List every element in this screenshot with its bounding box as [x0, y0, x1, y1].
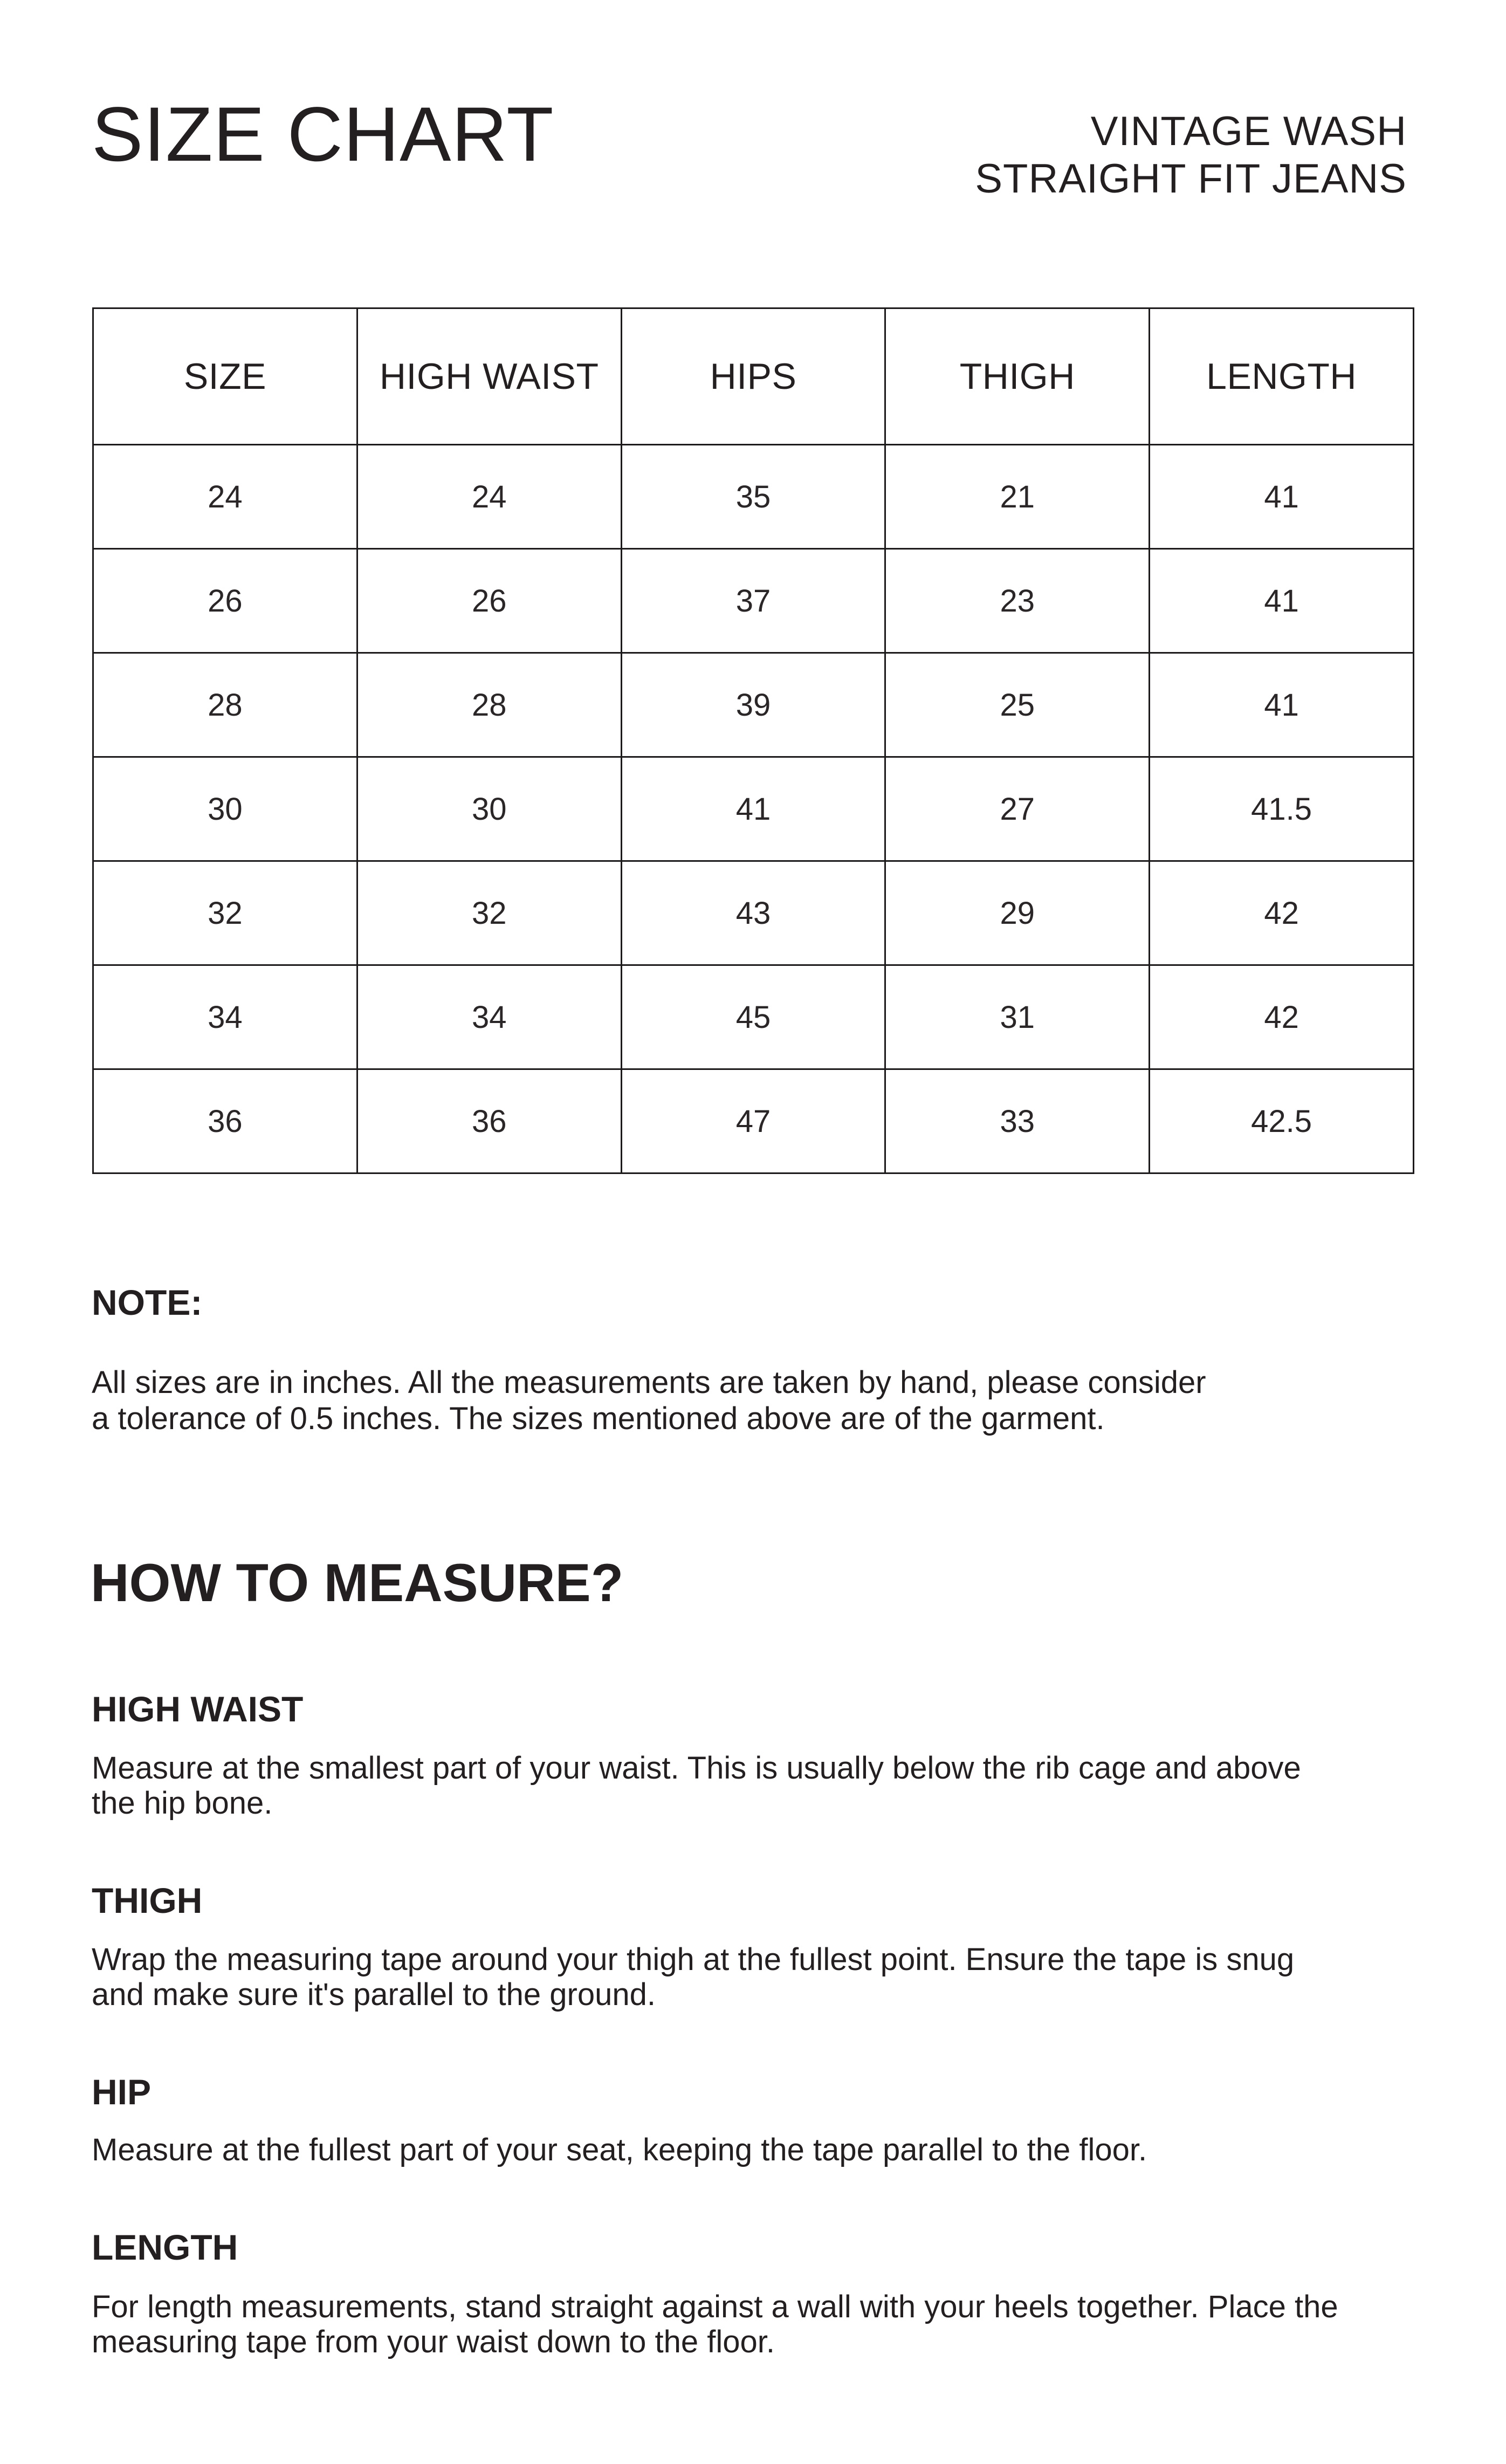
section-text-line: Measure at the fullest part of your seat, keeping the tape parallel to the floor.: [92, 2132, 1147, 2167]
column-header-thigh: THIGH: [885, 308, 1150, 445]
size-table: [92, 307, 1414, 1174]
cell-size: 30: [93, 757, 357, 861]
cell-thigh: 31: [885, 965, 1150, 1069]
cell-high-waist: 28: [357, 653, 621, 757]
product-name-line-2: STRAIGHT FIT JEANS: [975, 156, 1407, 202]
cell-hips: 43: [621, 861, 885, 965]
table-row: [93, 653, 1414, 757]
cell-hips: 41: [621, 757, 885, 861]
column-header-length: LENGTH: [1150, 308, 1414, 445]
section-heading-high-waist: HIGH WAIST: [92, 1689, 304, 1729]
table-row: [93, 965, 1414, 1069]
cell-size: 32: [93, 861, 357, 965]
column-header-size: SIZE: [93, 308, 357, 445]
section-text-line: Measure at the smallest part of your waist. This is usually below the rib cage and above: [92, 1751, 1301, 1786]
cell-length: 42: [1150, 965, 1414, 1069]
section-text-hip: [92, 2132, 1413, 2167]
table-row: [93, 861, 1414, 965]
cell-size: 36: [93, 1069, 357, 1173]
cell-hips: 45: [621, 965, 885, 1069]
column-header-high-waist: HIGH WAIST: [357, 308, 621, 445]
cell-thigh: 21: [885, 445, 1150, 549]
table-row: [93, 757, 1414, 861]
cell-high-waist: 26: [357, 549, 621, 653]
section-heading-thigh: THIGH: [92, 1880, 203, 1920]
cell-length: 41: [1150, 653, 1414, 757]
cell-size: 34: [93, 965, 357, 1069]
cell-high-waist: 36: [357, 1069, 621, 1173]
cell-hips: 37: [621, 549, 885, 653]
cell-high-waist: 32: [357, 861, 621, 965]
product-name: [975, 108, 1407, 203]
cell-hips: 39: [621, 653, 885, 757]
section-text-line: For length measurements, stand straight against a wall with your heels together. Place the: [92, 2289, 1338, 2324]
cell-size: 26: [93, 549, 357, 653]
cell-thigh: 33: [885, 1069, 1150, 1173]
note-line-1: All sizes are in inches. All the measurements are taken by hand, please consider: [92, 1365, 1206, 1400]
cell-length: 42.5: [1150, 1069, 1414, 1173]
cell-thigh: 27: [885, 757, 1150, 861]
product-name-line-1: VINTAGE WASH: [1090, 108, 1407, 154]
cell-length: 41: [1150, 549, 1414, 653]
section-text-line: measuring tape from your waist down to the floor.: [92, 2324, 775, 2359]
note-line-2: a tolerance of 0.5 inches. The sizes mentioned above are of the garment.: [92, 1401, 1105, 1436]
cell-thigh: 29: [885, 861, 1150, 965]
cell-thigh: 23: [885, 549, 1150, 653]
how-to-measure-title: HOW TO MEASURE?: [91, 1553, 624, 1612]
cell-high-waist: 24: [357, 445, 621, 549]
cell-high-waist: 34: [357, 965, 621, 1069]
cell-length: 41.5: [1150, 757, 1414, 861]
section-text-line: and make sure it's parallel to the ground.: [92, 1977, 656, 2012]
section-text-line: Wrap the measuring tape around your thigh at the fullest point. Ensure the tape is snug: [92, 1942, 1295, 1977]
cell-length: 41: [1150, 445, 1414, 549]
page-title: SIZE CHART: [92, 92, 554, 177]
table-row: [93, 445, 1414, 549]
note-label: NOTE:: [92, 1282, 203, 1322]
section-text-line: the hip bone.: [92, 1786, 273, 1821]
section-heading-hip: HIP: [92, 2072, 152, 2112]
cell-hips: 35: [621, 445, 885, 549]
cell-high-waist: 30: [357, 757, 621, 861]
section-text-high-waist: [92, 1751, 1413, 1821]
table-header-row: [93, 308, 1414, 445]
column-header-hips: HIPS: [621, 308, 885, 445]
cell-length: 42: [1150, 861, 1414, 965]
cell-size: 24: [93, 445, 357, 549]
cell-hips: 47: [621, 1069, 885, 1173]
section-heading-length: LENGTH: [92, 2227, 238, 2267]
cell-thigh: 25: [885, 653, 1150, 757]
section-text-thigh: [92, 1942, 1413, 2012]
table-row: [93, 1069, 1414, 1173]
section-text-length: [92, 2289, 1413, 2359]
table-row: [93, 549, 1414, 653]
cell-size: 28: [93, 653, 357, 757]
note-text: [92, 1364, 1332, 1437]
